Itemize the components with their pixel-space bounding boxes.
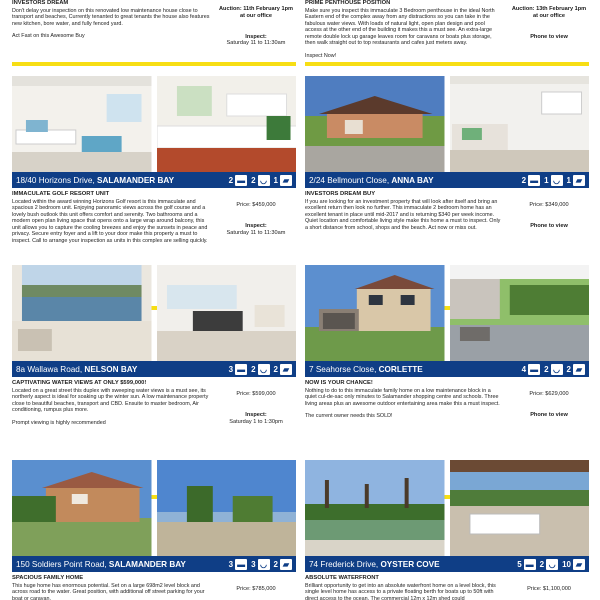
listing-description: This huge home has enormous potential. Set on a large 698m2 level block and across road to the water. Great position, with additional off street parking for your boat or caravan. bbox=[12, 582, 205, 600]
listing-description: Nothing to do to this immaculate family home on a low maintenance block in a quiet cul-de-sac only minutes to Salamander shopping centre and schools. Three living areas plus an awesome outdoor entertaining area make this a must inspect. bbox=[305, 387, 500, 407]
listing-photo-patio[interactable] bbox=[450, 265, 590, 361]
inspect-label: Inspect: bbox=[245, 411, 267, 418]
listing-headline: CAPTIVATING WATER VIEWS AT ONLY $599,000! bbox=[12, 380, 147, 386]
listing-address: 74 Frederick Drive, bbox=[309, 559, 381, 569]
car-spaces: 2 ▰ bbox=[274, 559, 292, 570]
listing-top-right bbox=[305, 0, 589, 66]
listing-photo-view[interactable] bbox=[12, 265, 152, 361]
car-icon: ▰ bbox=[573, 559, 585, 570]
bath-icon: ◡ bbox=[258, 559, 270, 570]
property-listing[interactable] bbox=[305, 460, 589, 600]
listing-suburb: SALAMANDER BAY bbox=[97, 175, 175, 185]
listing-photo-exterior[interactable] bbox=[305, 76, 445, 172]
auction-info: Auction: 11th February 1pm at our office bbox=[219, 6, 293, 19]
listing-address: 150 Soldiers Point Road, bbox=[16, 559, 109, 569]
bathrooms: 3 ◡ bbox=[251, 559, 269, 570]
listing-description: Brilliant opportunity to get into an absolute waterfront home on a level block, this single level home has access to a private floating berth for boats up to 50ft with direct access to the ocean. The commercial 12m x 12m shed could bbox=[305, 582, 496, 600]
listing-description: Located on a great street this duplex with sweeping water views is a must see, its northerly aspect is ideal for soaking up the winter sun. A low maintenance property close to beautiful beaches, transport and CBD. Ensuite to master bedroom, Air conditioning, rumpus plus more. bbox=[12, 387, 209, 413]
listing-extra: Prompt viewing is highly recommended bbox=[12, 419, 106, 426]
inspect-time: Saturday 1 to 1:30pm bbox=[229, 418, 283, 425]
listing-bar bbox=[12, 556, 296, 572]
listing-description: Located within the award winning Horizons Golf resort is this immaculate and spacious 2 bedroom unit. Enjoying panoramic views across the golf course and a lovely bush outlook this unit offers comfort and serenity. Two bathrooms and a modern open plan living space that opens onto a large wrap around balcony, this unit allows you to capture the cooling breezes and enjoy the sunsets in peace and privacy. Secure entry foyer and a lift to your door make this property a must to inspect. Call to arrange your inspection as units in this complex are selling quickly. bbox=[12, 198, 208, 244]
listing-headline: PRIME PENTHOUSE POSITION bbox=[305, 0, 391, 6]
car-icon: ▰ bbox=[280, 559, 292, 570]
listing-cta: Inspect Now! bbox=[305, 52, 337, 59]
listing-extra: The current owner needs this SOLD! bbox=[305, 413, 393, 419]
listing-photo-exterior[interactable] bbox=[12, 460, 152, 556]
listing-bar bbox=[305, 361, 589, 377]
listing-photo-exterior[interactable] bbox=[305, 265, 445, 361]
listing-suburb: OYSTER COVE bbox=[380, 559, 440, 569]
listing-address: 7 Seahorse Close, bbox=[309, 364, 379, 374]
car-spaces: 1 ▰ bbox=[274, 175, 292, 186]
listing-price: Price: $629,000 bbox=[529, 391, 569, 397]
listing-cta: Act Fast on this Awesome Buy bbox=[12, 33, 85, 39]
listing-address: 2/24 Bellmount Close, bbox=[309, 175, 392, 185]
listing-price: Price: $349,000 bbox=[529, 202, 569, 208]
phone-to-view: Phone to view bbox=[530, 33, 568, 40]
bed-icon: ▬ bbox=[237, 559, 246, 569]
listing-price: Price: $1,100,000 bbox=[527, 586, 571, 592]
bedrooms: 2 ▬ bbox=[521, 175, 539, 185]
car-icon: ▰ bbox=[280, 175, 292, 186]
listing-description: If you are looking for an investment property that will look after itself and bring an excellent return then look no further. This immaculate 2 bedroom home has an excellent tenant in place until mid-2017 and is returning $340 per week income. Quiet location and comfortable living style make this home a must to inspect. Only a short distance from school, shops and the beach. Act now or miss out. bbox=[305, 198, 501, 231]
listing-photo-deck[interactable] bbox=[450, 460, 590, 556]
car-spaces: 10 ▰ bbox=[562, 559, 585, 570]
listing-address: 18/40 Horizons Drive, bbox=[16, 175, 97, 185]
listing-price: Price: $459,000 bbox=[236, 202, 276, 208]
listing-description: Make sure you inspect this immaculate 3 Bedroom penthouse in the ideal North Eastern end of the complex away from any distractions so you can take in the fabulous water views. With loads of natural light, open plan design and pool access at the other end of the building it makes this a must see. An extra-large remote double lock up garage leaves room for caravans or boats plus storage, then walk straight out to top restaurants and cafes just meters away. bbox=[305, 7, 495, 46]
listing-price: Price: $599,000 bbox=[236, 391, 276, 397]
listing-headline: ABSOLUTE WATERFRONT bbox=[305, 575, 379, 581]
listing-suburb: SALAMANDER BAY bbox=[108, 559, 186, 569]
bathrooms: 2 ◡ bbox=[544, 364, 562, 375]
listing-headline: INVESTORS DREAM BUY bbox=[305, 191, 376, 197]
inspect-label: Inspect: bbox=[245, 33, 267, 40]
bath-icon: ◡ bbox=[258, 364, 270, 375]
listing-description: Don't delay your inspection on this renovated low maintenance house close to transport and beaches, Currently tenanted to great tenants the house also features new kitchen, bore water, and fully fenced yard. bbox=[12, 7, 210, 27]
accent-divider bbox=[12, 62, 296, 66]
listing-suburb: ANNA BAY bbox=[391, 175, 434, 185]
phone-to-view: Phone to view bbox=[530, 411, 568, 418]
listing-photo-waterfront[interactable] bbox=[305, 460, 445, 556]
car-spaces: 2 ▰ bbox=[274, 364, 292, 375]
auction-info: Auction: 13th February 1pm at our office bbox=[511, 6, 587, 19]
bathrooms: 2 ◡ bbox=[540, 559, 558, 570]
listing-bar bbox=[305, 556, 589, 572]
bathrooms: 2 ◡ bbox=[251, 175, 269, 186]
property-listing[interactable] bbox=[12, 460, 296, 600]
bathrooms: 1 ◡ bbox=[544, 175, 562, 186]
bedrooms: 3 ▬ bbox=[228, 364, 246, 374]
bed-icon: ▬ bbox=[237, 364, 246, 374]
bedrooms: 5 ▬ bbox=[517, 559, 534, 569]
car-spaces: 2 ▰ bbox=[567, 364, 585, 375]
bath-icon: ◡ bbox=[551, 364, 563, 375]
bed-icon: ▬ bbox=[525, 559, 534, 569]
listing-bar bbox=[12, 172, 296, 188]
listing-top-left bbox=[12, 0, 296, 66]
accent-divider bbox=[305, 62, 589, 66]
listing-photo-water[interactable] bbox=[157, 460, 297, 556]
listing-bar bbox=[305, 172, 589, 188]
bedrooms: 4 ▬ bbox=[521, 364, 539, 374]
bath-icon: ◡ bbox=[258, 175, 270, 186]
bed-icon: ▬ bbox=[530, 364, 539, 374]
bathrooms: 2 ◡ bbox=[251, 364, 269, 375]
bath-icon: ◡ bbox=[551, 175, 563, 186]
listing-suburb: CORLETTE bbox=[378, 364, 423, 374]
bath-icon: ◡ bbox=[546, 559, 558, 570]
car-icon: ▰ bbox=[573, 364, 585, 375]
listing-price: Price: $785,000 bbox=[236, 586, 276, 592]
listing-photo-lounge[interactable] bbox=[157, 265, 297, 361]
inspect-time: Saturday 11 to 11:30am bbox=[226, 229, 286, 236]
listing-suburb: NELSON BAY bbox=[84, 364, 138, 374]
bedrooms: 3 ▬ bbox=[228, 559, 246, 569]
car-icon: ▰ bbox=[280, 364, 292, 375]
listing-address: 8a Wallawa Road, bbox=[16, 364, 85, 374]
phone-to-view: Phone to view bbox=[530, 222, 568, 229]
bed-icon: ▬ bbox=[237, 175, 246, 185]
listing-photo-living[interactable] bbox=[12, 76, 152, 172]
listing-headline: NOW IS YOUR CHANCE! bbox=[305, 380, 373, 386]
listing-headline: INVESTORS DREAM bbox=[12, 0, 69, 6]
listing-headline: IMMACULATE GOLF RESORT UNIT bbox=[12, 191, 110, 197]
inspect-label: Inspect: bbox=[245, 222, 267, 229]
listing-photo-interior[interactable] bbox=[450, 76, 590, 172]
bedrooms: 2 ▬ bbox=[228, 175, 246, 185]
car-spaces: 1 ▰ bbox=[567, 175, 585, 186]
listing-bar bbox=[12, 361, 296, 377]
listing-headline: SPACIOUS FAMILY HOME bbox=[12, 575, 84, 581]
car-icon: ▰ bbox=[573, 175, 585, 186]
listing-photo-kitchen[interactable] bbox=[157, 76, 297, 172]
inspect-time: Saturday 11 to 11:30am bbox=[226, 40, 286, 47]
bed-icon: ▬ bbox=[530, 175, 539, 185]
